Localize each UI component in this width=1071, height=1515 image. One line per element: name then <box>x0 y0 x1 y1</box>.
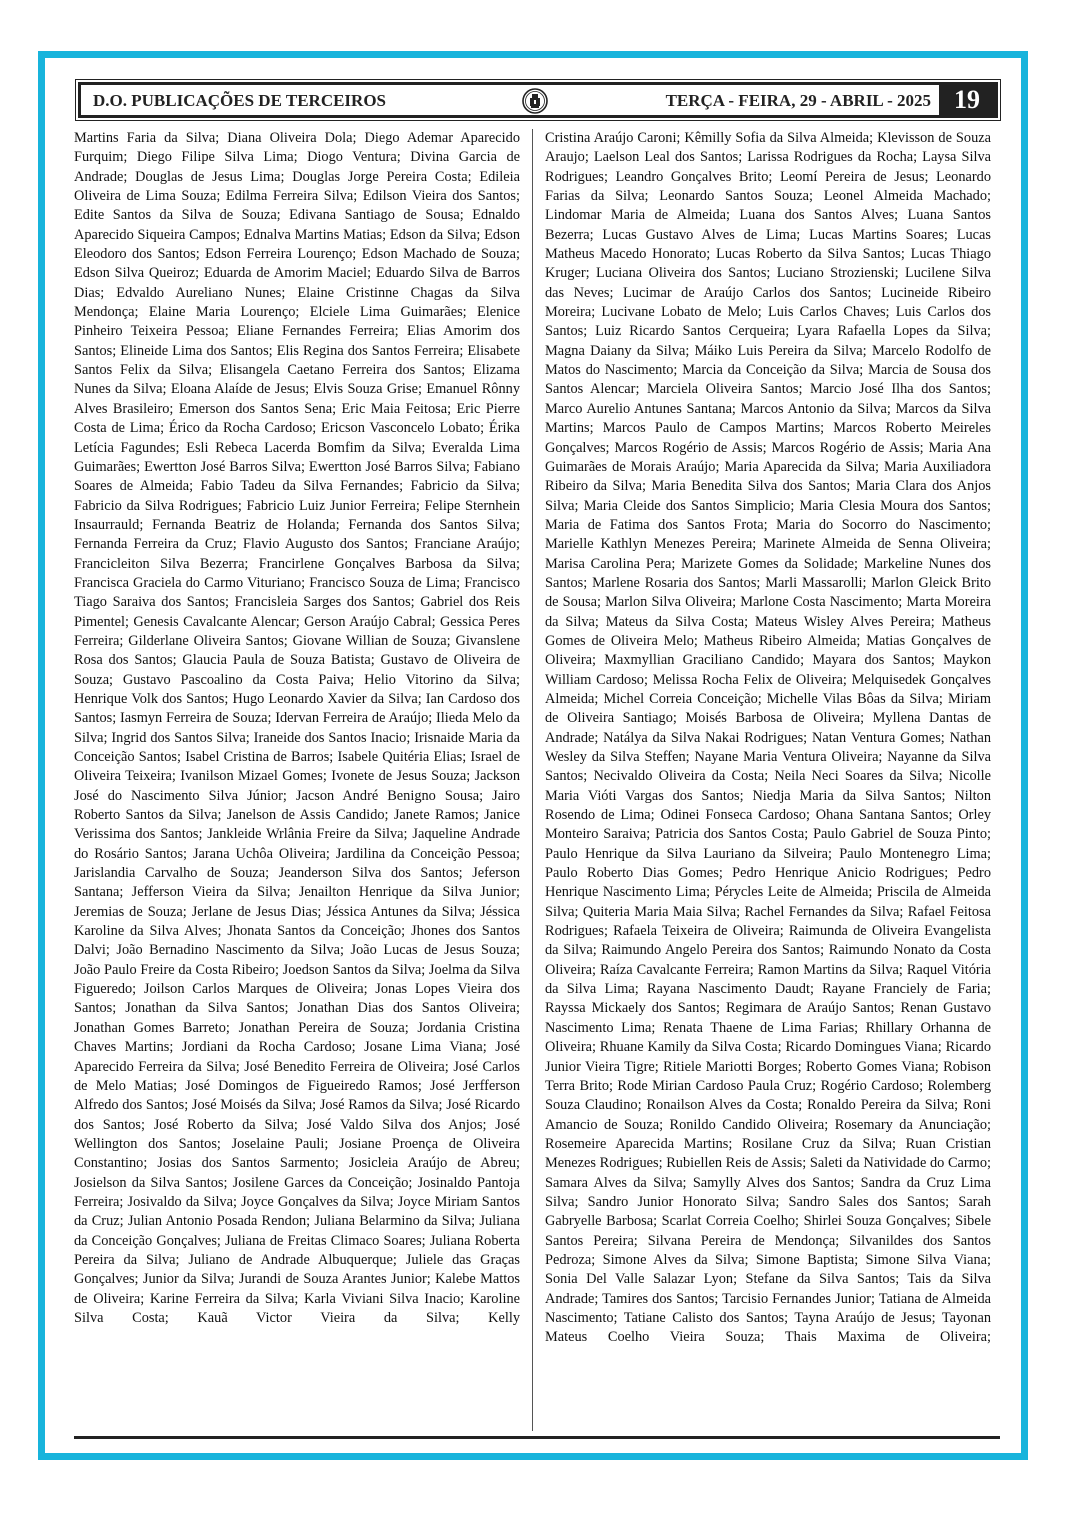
page-header <box>78 82 998 118</box>
issue-date: TERÇA - FEIRA, 29 - ABRIL - 2025 <box>665 91 931 110</box>
page-number: 19 <box>939 85 995 115</box>
publication-title: D.O. PUBLICAÇÕES DE TERCEIROS <box>93 91 387 110</box>
municipal-seal-icon <box>522 88 548 114</box>
text-columns <box>74 129 1000 1429</box>
bottom-rule <box>74 1436 1000 1439</box>
left-column-text: Martins Faria da Silva; Diana Oliveira Dola; Diego Ademar Aparecido Furquim; Diego Filipe Silva Lima; Diogo Ventura; Divina Garcia de Andrade; Douglas de Jesus Lima; Douglas Jorge Pereira Costa; Edileia Oliveira de Lima Souza; Edilma Ferreira Silva; Edilson Vieira dos Santos; Edite Santos da Silva de Souza; Edivana Santiago de Sousa; Ednaldo Aparecido Siqueira Campos; Ednalva Martins Matias; Edson da Silva; Edson Eleodoro dos Santos; Edson Ferreira Lourenço; Edson Machado de Souza; Edson Silva Queiroz; Eduarda de Amorim Maciel; Eduardo Silva de Barros Dias; Edvaldo Aureliano Nunes; Elaine Cristinne Chagas da Silva Mendonça; Elaine Maria Lourenço; Elciele Lima Guimarães; Elenice Pinheiro Teixeira Pessoa; Eliane Fernandes Ferreira; Elias Amorim dos Santos; Elineide Lima dos Santos; Elis Regina dos Santos Ferreira; Elisabete Santos Felix da Silva; Elisangela Caetano Ferreira dos Santos; Elizama Nunes da Silva; Eloana Alaíde de Jesus; Elvis Souza Grise; Emanuel Rônny Alves Brasileiro; Emerson dos Santos Sena; Eric Maia Feitosa; Eric Pierre Costa de Lima; Érico da Rocha Cardoso; Ericson Vasconcelo Lobato; Érika Letícia Fagundes; Esli Rebeca Lacerda Bomfim da Silva; Everalda Lima Guimarães; Ewertton José Barros Silva; Ewertton José Barros Silva; Fabiano Soares de Almeida; Fabio Tadeu da Silva Fernandes; Fabricio da Silva; Fabricio da Silva Rodrigues; Fabricio Luiz Junior Ferreira; Felipe Sternhein Insaurrauld; Fernanda Beatriz de Holanda; Fernanda dos Santos Silva; Fernanda Ferreira da Cruz; Flavio Augusto dos Santos; Franciane Araújo; Francicleiton Silva Bezerra; Francirlene Gonçalves Barbosa da Silva; Francisca Graciela do Carmo Vituriano; Francisco Souza de Lima; Francisco Tiago Saraiva dos Santos; Francisleia Sarges dos Santos; Gabriel dos Reis Pimentel; Genesis Cavalcante Alencar; Gerson Araújo Cabral; Gessica Peres Ferreira; Gilderlane Oliveira Santos; Giovane Willian de Souza; Givanslene Rosa dos Santos; Glaucia Paula de Souza Batista; Gustavo de Oliveira de Souza; Gustavo Pascoalino da Costa Paiva; Helio Vitorino da Silva; Henrique Volk dos Santos; Hugo Leonardo Xavier da Silva; Ian Cardoso dos Santos; Iasmyn Ferreira de Souza; Idervan Ferreira de Araújo; Ilieda Melo da Silva; Ingrid dos Santos Silva; Iraneide dos Santos Inacio; Irisnaide Maria da Conceição Santos; Isabel Cristina de Barros; Isabele Quitéria Elias; Israel de Oliveira Teixeira; Ivanilson Mizael Gomes; Ivonete de Jesus Souza; Jackson José do Nascimento Silva Júnior; Jacson André Benigno Sousa; Jairo Roberto Santos da Silva; Janelson de Assis Candido; Janete Ramos; Janice Verissima dos Santos; Jankleide Wrlânia Freire da Silva; Jaqueline Andrade do Rosário Santos; Jarana Uchôa Oliveira; Jardilina da Conceição Pessoa; Jarislandia Carvalho de Souza; Jeanderson Silva dos Santos; Jeferson Santana; Jefferson Vieira da Silva; Jenailton Henrique da Silva Junior; Jeremias de Souza; Jerlane de Jesus Dias; Jéssica Antunes da Silva; Jéssica Karoline da Silva Alves; Jhonata Santos da Conceição; Jhones dos Santos Dalvi; João Bernadino Nascimento da Silva; João Lucas de Jesus Souza; João Paulo Freire da Costa Ribeiro; Joedson Santos da Silva; Joelma da Silva Figueredo; Joilson Carlos Marques de Oliveira; Jonas Lopes Vieira dos Santos; Jonathan da Silva Santos; Jonathan Dias dos Santos Oliveira; Jonathan Gomes Barreto; Jonathan Pereira de Souza; Jordania Cristina Chaves Martins; Jordiani da Rocha Cardoso; Josane Lima Viana; José Aparecido Ferreira da Silva; José Benedito Ferreira de Oliveira; José Carlos de Melo Matias; José Domingos de Figueiredo Ramos; José Jerfferson Alfredo dos Santos; José Moisés da Silva; José Ramos da Silva; José Ricardo dos Santos; José Roberto da Silva; José Valdo Silva dos Anjos; José Wellington dos Santos; Joselaine Pauli; Josiane Proença de Oliveira Constantino; Josias dos Santos Sarmento; Josicleia Araújo de Abreu; Josielson da Silva Santos; Josilene Garces da Conceição; Josinaldo Pantoja Ferreira; Josivaldo da Silva; Joyce Gonçalves da Silva; Joyce Miriam Santos da Cruz; Julian Antonio Posada Rendon; Juliana Belarmino da Silva; Juliana da Conceição Gonçalves; Juliana de Freitas Climaco Soares; Juliana Roberta Pereira da Silva; Juliano de Andrade Albuquerque; Juliele das Graças Gonçalves; Junior da Silva; Jurandi de Souza Arantes Junior; Kalebe Mattos de Oliveira; Karine Ferreira da Silva; Karla Viviani Silva Inacio; Karoline Silva Costa; Kauã Victor Vieira da Silva; Kelly <box>74 130 520 1326</box>
column-divider <box>532 129 533 1431</box>
page-frame <box>38 51 1028 1460</box>
right-column-text: Cristina Araújo Caroni; Kêmilly Sofia da Silva Almeida; Klevisson de Souza Araujo; Laelson Leal dos Santos; Larissa Rodrigues da Rocha; Laysa Silva Rodrigues; Leandro Gonçalves Brito; Leomí Pereira de Jesus; Leonardo Farias da Silva; Leonardo Santos Souza; Leonel Almeida Machado; Lindomar Maria de Almeida; Luana dos Santos Alves; Luana Santos Bezerra; Lucas Gustavo Alves de Lima; Lucas Martins Soares; Lucas Matheus Macedo Honorato; Lucas Roberto da Silva Santos; Lucas Thiago Kruger; Luciana Oliveira dos Santos; Luciano Strozienski; Lucilene Silva das Neves; Lucimar de Araújo Carlos dos Santos; Lucineide Ribeiro Moreira; Lucivane Lobato de Melo; Luis Carlos Chaves; Luis Carlos dos Santos; Luiz Ricardo Santos Cerqueira; Lyara Rafaella Lopes da Silva; Magna Daiany da Silva; Máiko Luis Pereira da Silva; Marcelo Rodolfo de Matos do Nascimento; Marcia da Conceição da Silva; Marcia de Sousa dos Santos Alencar; Marciela Oliveira Santos; Marcio José Ilha dos Santos; Marco Aurelio Antunes Santana; Marcos Antonio da Silva; Marcos da Silva Martins; Marcos Paulo de Campos Martins; Marcos Roberto Meireles Gonçalves; Marcos Rogério de Assis; Marcos Rogério de Assis; Maria Ana Guimarães de Morais Araújo; Maria Aparecida da Silva; Maria Auxiliadora Ribeiro da Silva; Maria Benedita Silva dos Santos; Maria Clara dos Anjos Silva; Maria Cleide dos Santos Simplicio; Maria Clesia Moura dos Santos; Maria de Fatima dos Santos Frota; Maria do Socorro do Nascimento; Marielle Kathlyn Menezes Pereira; Marinete Almeida de Senna Oliveira; Marisa Carolina Pera; Marizete Gomes da Solidade; Markeline Nunes dos Santos; Marlene Rosaria dos Santos; Marli Massarolli; Marlon Gleick Brito de Sousa; Marlon Silva Oliveira; Marlone Costa Nascimento; Marta Moreira da Silva; Mateus da Silva Costa; Mateus Wisley Alves Pereira; Matheus Gomes de Oliveira Melo; Matheus Ribeiro Almeida; Matias Gonçalves de Oliveira; Maxmyllian Graciliano Candido; Mayara dos Santos; Maykon William Cardoso; Melissa Rocha Felix de Oliveira; Melquisedek Gonçalves Almeida; Michel Correia Conceição; Michelle Vilas Bôas da Silva; Miriam de Oliveira Santiago; Moisés Barbosa de Oliveira; Myllena Dantas de Andrade; Natálya da Silva Nakai Rodrigues; Natan Ventura Gomes; Nathan Wesley da Silva Steffen; Nayane Maria Ventura Oliveira; Nayanne da Silva Santos; Necivaldo Oliveira da Costa; Neila Neci Soares da Silva; Nicolle Maria Vióti Vargas dos Santos; Niedja Maria da Silva Santos; Nilton Rosendo de Lima; Odinei Fonseca Cardoso; Ohana Santana Santos; Orley Monteiro Saraiva; Patricia dos Santos Costa; Paulo Gabriel de Souza Pinto; Paulo Henrique da Silva Lauriano da Silveira; Paulo Montenegro Lima; Paulo Roberto Dias Gomes; Pedro Henrique Anicio Rodrigues; Pedro Henrique Nascimento Lima; Pérycles Leite de Almeida; Priscila de Almeida Silva; Quiteria Maria Maia Silva; Rachel Fernandes da Silva; Rafael Feitosa Rodrigues; Rafaela Teixeira de Oliveira; Raimunda de Oliveira Evangelista da Silva; Raimundo Angelo Pereira dos Santos; Raimundo Nonato da Costa Oliveira; Raíza Cavalcante Ferreira; Ramon Martins da Silva; Raquel Vitória da Silva Lima; Rayana Nascimento Daudt; Rayane Franciely de Faria; Rayssa Mickaely dos Santos; Regimara de Araújo Santos; Renan Gustavo Nascimento Lima; Renata Thaene de Lima Farias; Rhillary Orhanna de Oliveira; Rhuane Kamily da Silva Costa; Ricardo Domingues Viana; Ricardo Junior Vieira Tigre; Ritiele Mariotti Borges; Roberto Gomes Viana; Robison Terra Brito; Rode Mirian Cardoso Paula Cruz; Rogério Cardoso; Rolemberg Souza Claudino; Ronailson Alves da Costa; Ronaldo Pereira da Silva; Roni Amancio de Souza; Ronildo Candido Oliveira; Rosemary da Anunciação; Rosemeire Aparecida Martins; Rosilane Cruz da Silva; Ruan Cristian Menezes Rodrigues; Rubiellen Reis de Assis; Saleti da Natividade do Carmo; Samara Alves da Silva; Samylly Alves dos Santos; Sandra da Cruz Lima Silva; Sandro Junior Honorato Silva; Sandro Sales dos Santos; Sarah Gabryelle Barbosa; Scarlat Correia Coelho; Shirlei Souza Gonçalves; Sibele Santos Pereira; Silvana Pereira de Mendonça; Silvanildes dos Santos Pedroza; Simone Alves da Silva; Simone Baptista; Simone Silva Viana; Sonia Del Valle Salazar Lyon; Stefane da Silva Santos; Tais da Silva Andrade; Tamires dos Santos; Tarcisio Fernandes Junior; Tatiana de Almeida Nascimento; Tatiane Calisto dos Santos; Tayna Araújo de Jesus; Tayonan Mateus Coelho Vieira Souza; Thais Maxima de Oliveira; <box>545 130 991 1346</box>
